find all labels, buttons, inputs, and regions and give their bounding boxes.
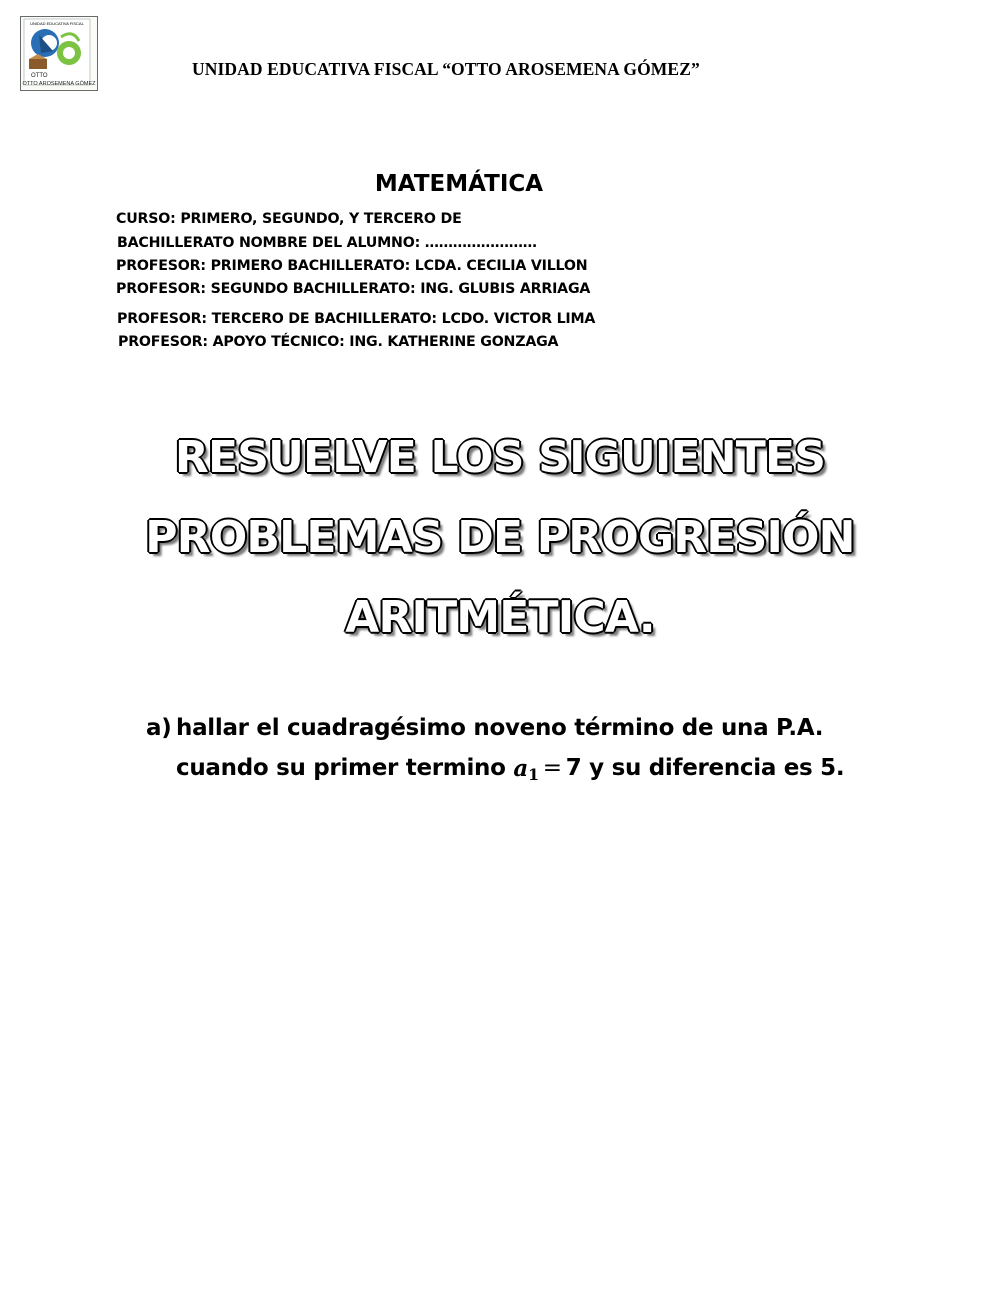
logo-text-top: UNIDAD EDUCATIVA FISCAL <box>30 21 84 26</box>
logo-text-bottom: OTTO AROSEMENA GÓMEZ <box>22 81 96 87</box>
problem-a <box>146 708 844 788</box>
heading-line: RESUELVE LOS SIGUIENTES <box>174 432 826 483</box>
tech-support-line: PROFESOR: APOYO TÉCNICO: ING. KATHERINE GONZAGA <box>118 334 559 350</box>
teacher-second-line: PROFESOR: SEGUNDO BACHILLERATO: ING. GLUBIS ARRIAGA <box>116 281 591 297</box>
heading-line: ARITMÉTICA. <box>345 592 655 643</box>
instruction-heading <box>0 418 1000 658</box>
subject-title: MATEMÁTICA <box>374 171 544 197</box>
course-line: CURSO: PRIMERO, SEGUNDO, Y TERCERO DE <box>116 211 462 227</box>
math-equals: = <box>542 755 562 781</box>
school-crest-icon <box>21 17 97 90</box>
heading-line: PROBLEMAS DE PROGRESIÓN <box>145 512 855 563</box>
problem-text-line1: hallar el cuadragésimo noveno término de una P.A. <box>176 715 824 741</box>
school-logo <box>20 16 98 91</box>
student-name-line: BACHILLERATO NOMBRE DEL ALUMNO: …………………… <box>117 235 537 251</box>
math-subscript: 1 <box>527 764 539 784</box>
svg-text:OTTO: OTTO <box>31 73 48 79</box>
teacher-third-line: PROFESOR: TERCERO DE BACHILLERATO: LCDO. VICTOR LIMA <box>117 311 596 327</box>
school-name: UNIDAD EDUCATIVA FISCAL “OTTO AROSEMENA GÓMEZ” <box>192 59 700 79</box>
math-variable: a <box>513 754 528 782</box>
problem-marker: a) <box>146 715 172 741</box>
teacher-first-line: PROFESOR: PRIMERO BACHILLERATO: LCDA. CECILIA VILLON <box>116 258 588 274</box>
problem-text-line2: cuando su primer termino <box>176 755 514 781</box>
problem-text-line2-end: 7 y su diferencia es 5. <box>565 755 845 781</box>
